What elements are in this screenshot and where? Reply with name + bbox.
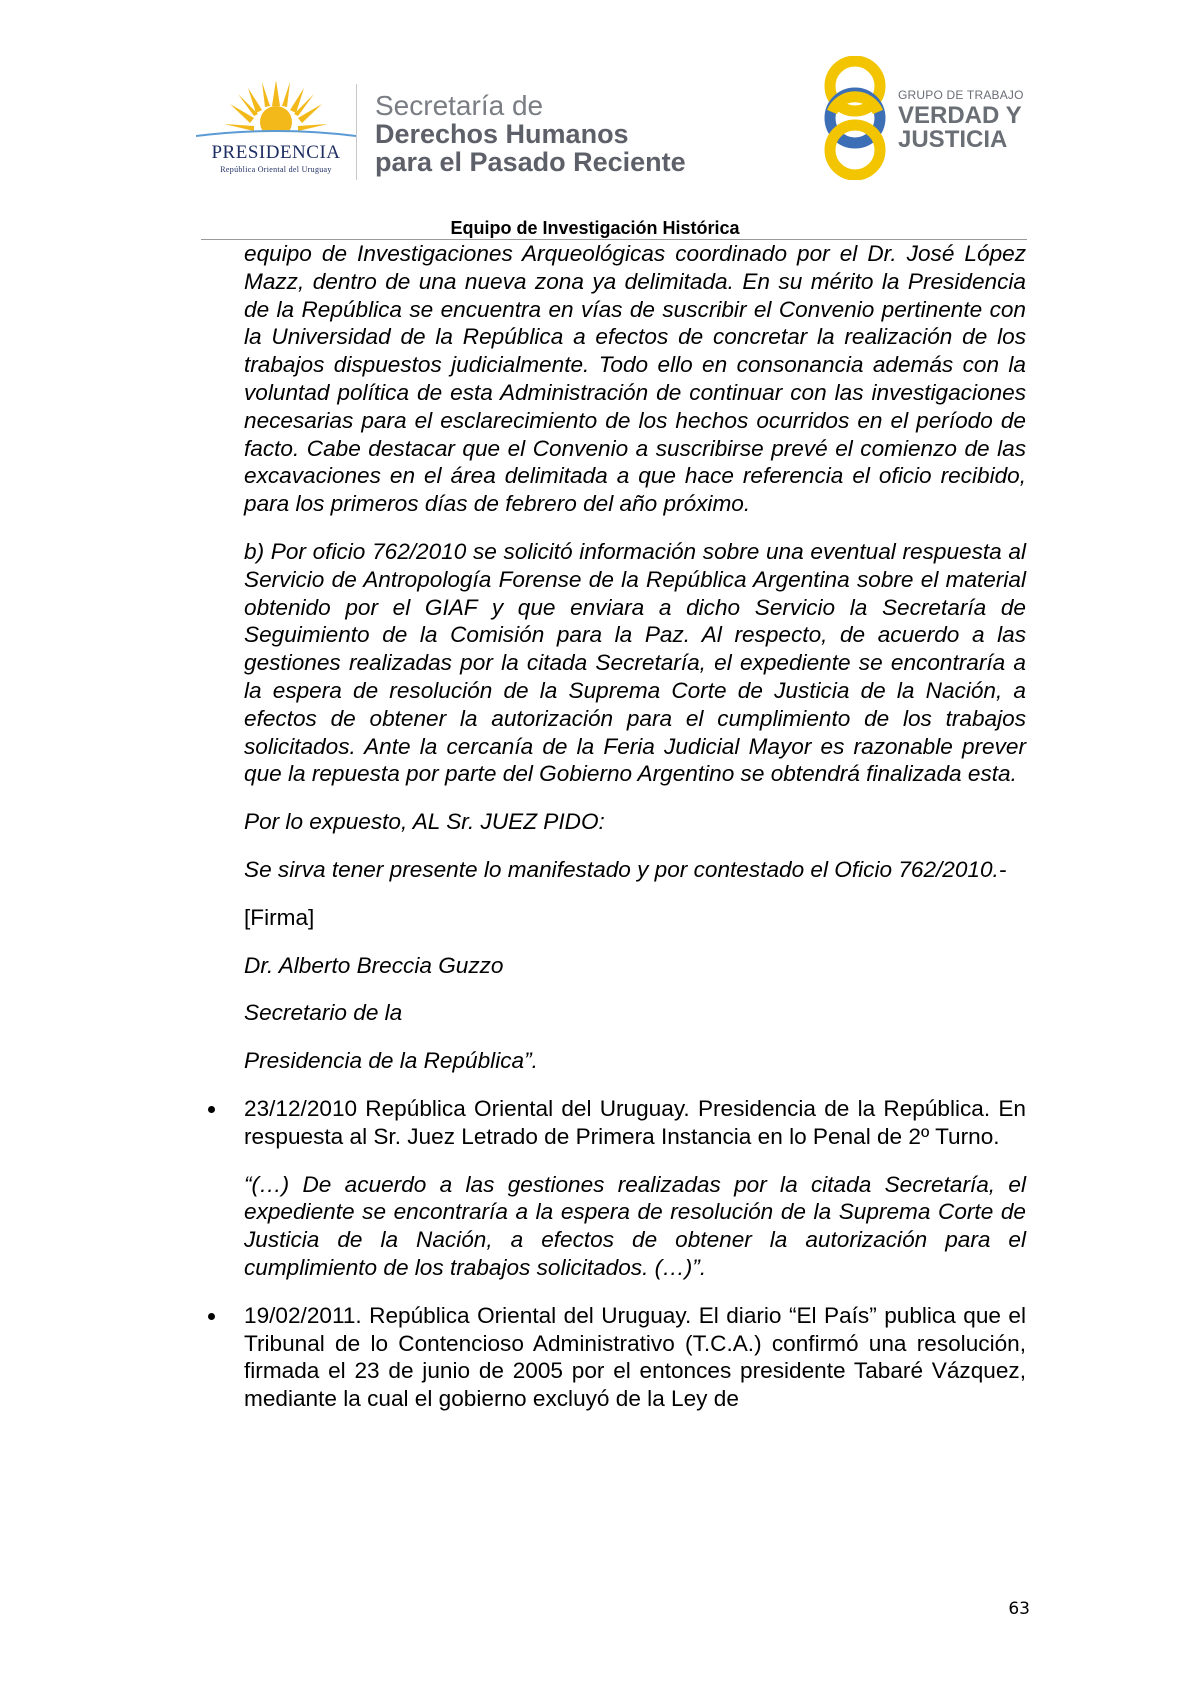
team-title: Equipo de Investigación Histórica: [450, 218, 740, 238]
grupo-line1: GRUPO DE TRABAJO: [898, 88, 1024, 102]
presidencia-name: PRESIDENCIA: [211, 142, 341, 163]
page-number: 63: [1008, 1599, 1030, 1619]
bullet-icon: [208, 1106, 215, 1113]
secretaria-logo-text: [375, 92, 686, 176]
bullet-icon: [208, 1313, 215, 1320]
signer-name: Dr. Alberto Breccia Guzzo: [244, 952, 504, 978]
document-body: [244, 240, 1026, 1433]
bullet-entry-text: 23/12/2010 República Oriental del Uruguay. Presidencia de la República. En respuesta al Sr. Juez Letrado de Primera Instancia en lo Penal de 2º Turno.: [244, 1095, 1026, 1149]
secretaria-line1: Secretaría de: [375, 90, 544, 121]
presidencia-subtitle: República Oriental del Uruguay: [220, 165, 332, 174]
bullet-entry-2010-12-23: [244, 1095, 1026, 1151]
paragraph-b: b) Por oficio 762/2010 se solicitó información sobre una eventual respuesta al Servicio de Antropología Forense de la República Argentina sobre el material obtenido por el GIAF y que enviara a dicho Servicio la Secretaría de Seguimiento de la Comisión para la Paz. Al respecto, de acuerdo a las gestiones realizadas por la citada Secretaría, el expediente se encontraría a la espera de resolución de la Suprema Corte de Justicia de la Nación, a efectos de obtener la autorización para el cumplimiento de los trabajos solicitados. Ante la cercanía de la Feria Judicial Mayor es razonable prever que la repuesta por parte del Gobierno Argentino se obtendrá finalizada esta.: [244, 538, 1026, 787]
bullet-entry-2011-02-19: [244, 1302, 1026, 1413]
page-header: [0, 0, 1190, 245]
interlocked-rings-icon: [820, 56, 890, 180]
paragraph-petition: Se sirva tener presente lo manifestado y por contestado el Oficio 762/2010.-: [244, 856, 1007, 882]
secretaria-line3: para el Pasado Reciente: [375, 147, 686, 177]
grupo-line2: VERDAD Y: [898, 102, 1022, 129]
grupo-line3: JUSTICIA: [898, 126, 1008, 153]
signature-placeholder: [Firma]: [244, 904, 315, 930]
sun-of-may-icon: [196, 78, 356, 140]
grupo-trabajo-logo: [820, 56, 1040, 180]
paragraph-request: Por lo expuesto, AL Sr. JUEZ PIDO:: [244, 809, 605, 835]
paragraph-continued: equipo de Investigaciones Arqueológicas coordinado por el Dr. José López Mazz, dentro de una nueva zona ya delimitada. En su mérito la Presidencia de la República se encuentra en vías de suscribir el Convenio pertinente con la Universidad de la República a efectos de concretar la realización de los trabajos dispuestos judicialmente. Todo ello en consonancia además con la voluntad política de esta Administración de continuar con las investigaciones necesarias para el esclarecimiento de los hechos ocurridos en el período de facto. Cabe destacar que el Convenio a suscribirse prevé el comienzo de las excavaciones en el área delimitada a que hace referencia el oficio recibido, para los primeros días de febrero del año próximo.: [244, 241, 1026, 517]
bullet-entry-text: 19/02/2011. República Oriental del Uruguay. El diario “El País” publica que el Tribunal de lo Contencioso Administrativo (T.C.A.) confirmó una resolución, firmada el 23 de junio de 2005 por el entonces presidente Tabaré Vázquez, mediante la cual el gobierno excluyó de la Ley de: [244, 1302, 1026, 1412]
logo-divider: [356, 84, 357, 180]
signer-title-line2: Presidencia de la República”.: [244, 1048, 538, 1074]
signer-title-line1: Secretario de la: [244, 1000, 403, 1026]
secretaria-line2: Derechos Humanos: [375, 119, 629, 149]
presidencia-logo: [196, 78, 356, 178]
quote-paragraph: “(…) De acuerdo a las gestiones realizadas por la citada Secretaría, el expediente se encontraría a la espera de resolución de la Suprema Corte de Justicia de la Nación, a efectos de obtener la autorización para el cumplimiento de los trabajos solicitados. (…)”.: [244, 1171, 1026, 1280]
